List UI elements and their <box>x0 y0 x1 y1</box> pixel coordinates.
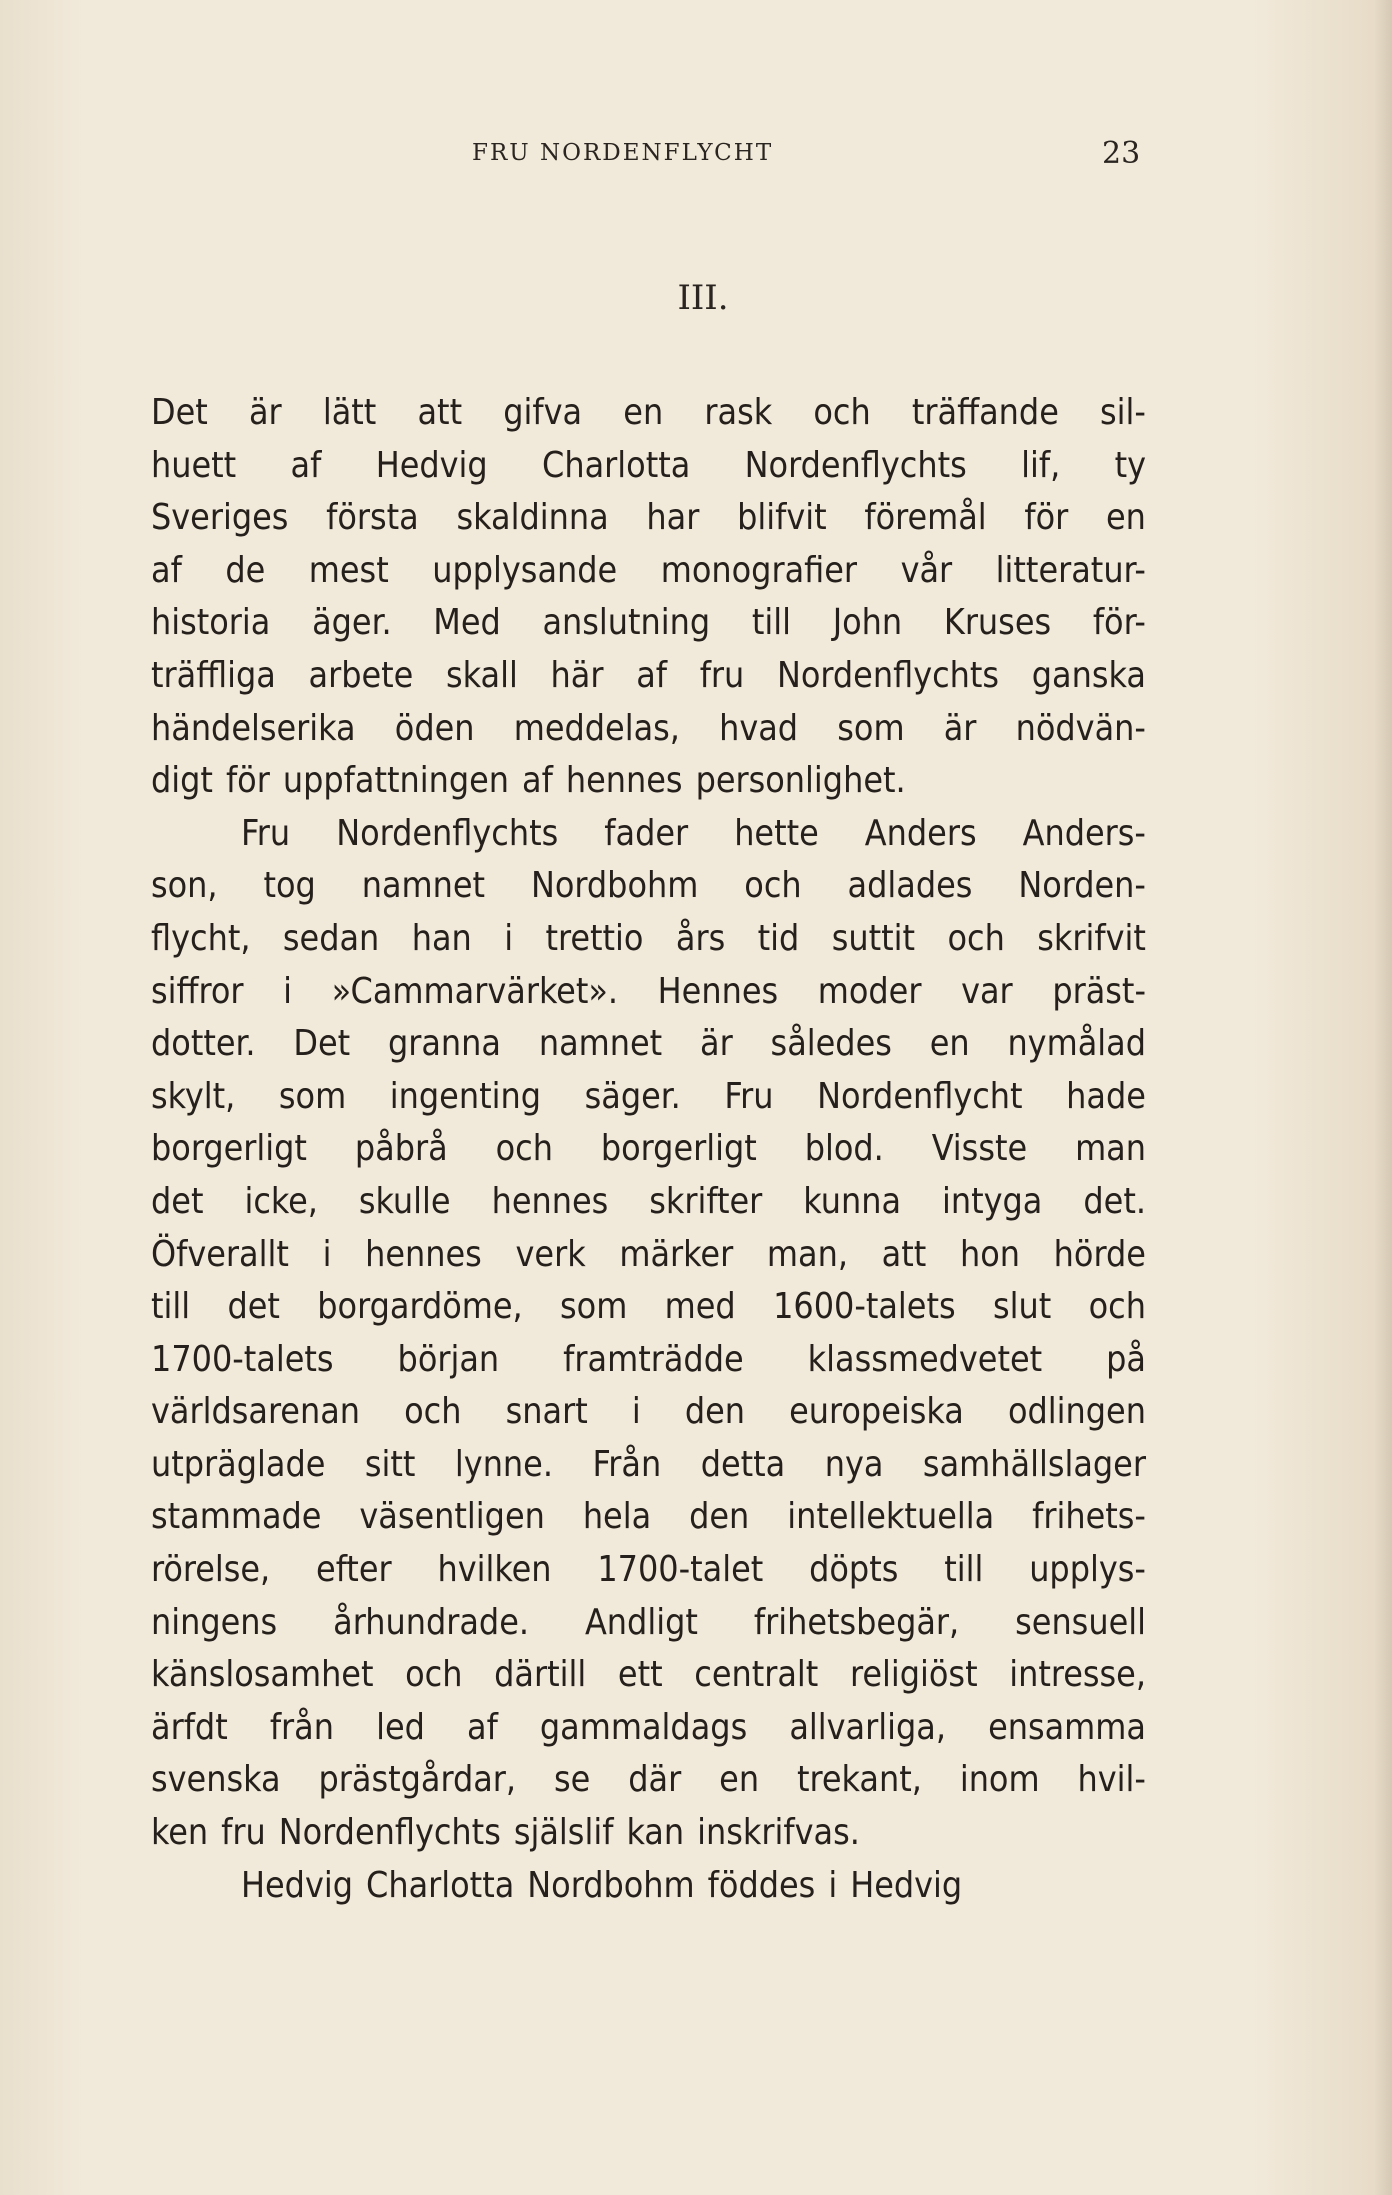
word: dotter. <box>151 1023 256 1065</box>
word: är <box>248 392 282 433</box>
word: Hedvig <box>850 1864 963 1906</box>
word: slut <box>992 1286 1052 1328</box>
word: borgerligt <box>600 1128 757 1170</box>
word: en <box>623 392 664 433</box>
word: den <box>684 1391 746 1433</box>
word: arbete <box>308 654 414 696</box>
word: Nordenflychts <box>744 444 967 486</box>
word: rask <box>704 392 773 433</box>
word: för <box>1024 497 1069 539</box>
word: anslutning <box>542 602 711 644</box>
word: och <box>947 917 1005 959</box>
word: sil- <box>1100 392 1146 433</box>
word: tid <box>757 917 800 959</box>
word: klassmedvetet <box>807 1338 1043 1380</box>
word: centralt <box>694 1654 819 1696</box>
word: till <box>944 1549 984 1591</box>
word: stammade <box>151 1496 322 1538</box>
text-line <box>151 597 1146 650</box>
word: af <box>290 444 322 486</box>
text-line <box>151 1123 1146 1176</box>
word: framträdde <box>563 1338 744 1380</box>
word: af <box>522 760 553 802</box>
word: det. <box>1083 1180 1146 1222</box>
body-text <box>151 387 1146 1912</box>
word: man <box>1075 1128 1146 1170</box>
word: lätt <box>322 392 377 433</box>
word: träffande <box>911 392 1059 433</box>
text-line <box>151 966 1146 1019</box>
word: därtill <box>494 1654 587 1696</box>
word: i <box>828 1864 838 1906</box>
word: föremål <box>864 497 987 539</box>
text-line <box>151 1071 1146 1124</box>
word: till <box>751 602 792 644</box>
word: döpts <box>809 1549 899 1591</box>
word: blod. <box>804 1128 884 1170</box>
word: Det <box>293 1023 351 1065</box>
word: borgardöme, <box>317 1286 523 1328</box>
text-line <box>151 1018 1146 1071</box>
word: här <box>550 654 604 696</box>
word: lif, <box>1021 444 1061 486</box>
text-line <box>151 1334 1146 1387</box>
word: siffror <box>151 970 244 1012</box>
word: fru <box>221 1812 266 1854</box>
text-line <box>151 1544 1146 1597</box>
word: i <box>283 970 293 1012</box>
word: ganska <box>1031 654 1146 696</box>
word: Fru <box>241 812 291 854</box>
word: Sveriges <box>151 497 289 539</box>
word: skulle <box>358 1180 451 1222</box>
word: början <box>397 1338 500 1380</box>
word: skrifvit <box>1037 917 1146 959</box>
word: af <box>636 654 667 696</box>
word: Från <box>592 1443 662 1485</box>
word: inom <box>959 1759 1040 1801</box>
text-line <box>151 1702 1146 1755</box>
text-line <box>151 650 1146 703</box>
word: se <box>554 1759 591 1801</box>
word: 1600-talets <box>773 1286 956 1328</box>
word: de <box>225 549 266 591</box>
word: verk <box>515 1233 586 1275</box>
word: gammaldags <box>539 1706 748 1748</box>
word: Charlotta <box>542 444 691 486</box>
word: Fru <box>724 1075 774 1117</box>
text-line <box>151 1754 1146 1807</box>
section-numeral: III. <box>677 278 729 318</box>
word: händelserika <box>151 707 356 749</box>
word: Nordenflychts <box>776 654 1000 696</box>
running-head <box>0 136 1392 180</box>
word: det <box>151 1180 204 1222</box>
word: Norden- <box>1018 865 1146 907</box>
word: digt <box>151 760 213 802</box>
word: skylt, <box>151 1075 236 1117</box>
word: hörde <box>1053 1233 1146 1275</box>
text-line <box>151 1649 1146 1702</box>
word: namnet <box>361 865 486 907</box>
word: märker <box>619 1233 734 1275</box>
word: och <box>404 1391 462 1433</box>
word: trettio <box>545 917 644 959</box>
word: intyga <box>942 1180 1043 1222</box>
word: nymålad <box>1007 1023 1146 1065</box>
word: väsentligen <box>359 1496 545 1538</box>
text-line <box>151 387 1146 440</box>
word: i <box>504 917 514 959</box>
word: hvad <box>719 707 799 749</box>
word: öden <box>394 707 475 749</box>
word: odlingen <box>1007 1391 1146 1433</box>
word: skrifter <box>649 1180 763 1222</box>
text-line <box>151 703 1146 756</box>
word: som <box>837 707 905 749</box>
word: äger. <box>312 602 392 644</box>
word: från <box>269 1706 334 1748</box>
word: europeiska <box>789 1391 964 1433</box>
word: träffliga <box>151 654 276 696</box>
word: sensuell <box>1015 1601 1146 1643</box>
word: upplys- <box>1029 1549 1146 1591</box>
word: monografier <box>660 549 858 591</box>
word: själslif <box>513 1812 614 1854</box>
text-line <box>151 1807 1146 1860</box>
word: historia <box>151 602 271 644</box>
text-line <box>151 545 1146 598</box>
word: inskrifvas. <box>697 1812 860 1854</box>
word: rörelse, <box>151 1549 271 1591</box>
word: för- <box>1092 602 1146 644</box>
word: »Cammarvärket». <box>331 970 619 1012</box>
word: namnet <box>538 1023 663 1065</box>
word: på <box>1106 1338 1146 1380</box>
word: ty <box>1114 444 1146 486</box>
word: han <box>411 917 472 959</box>
word: Hennes <box>657 970 779 1012</box>
word: Andligt <box>584 1601 698 1643</box>
word: århundrade. <box>333 1601 530 1643</box>
text-line <box>151 1860 1146 1913</box>
word: sedan <box>282 917 380 959</box>
word: moder <box>817 970 922 1012</box>
word: trekant, <box>797 1759 922 1801</box>
text-line <box>151 808 1146 861</box>
word: Hedvig <box>241 1864 354 1906</box>
text-line <box>151 860 1146 913</box>
word: snart <box>505 1391 588 1433</box>
word: Nordenflychts <box>278 1812 501 1854</box>
text-line <box>151 755 1146 808</box>
word: var <box>961 970 1013 1012</box>
word: frihets- <box>1032 1496 1146 1538</box>
word: i <box>631 1391 641 1433</box>
word: Öfverallt <box>151 1233 289 1275</box>
word: års <box>675 917 726 959</box>
word: hvilken <box>437 1549 552 1591</box>
word: kan <box>626 1812 685 1854</box>
word: nödvän- <box>1015 707 1146 749</box>
word: att <box>881 1233 927 1275</box>
word: och <box>1088 1286 1146 1328</box>
text-line <box>151 1281 1146 1334</box>
word: adlades <box>847 865 973 907</box>
word: således <box>770 1023 892 1065</box>
word: som <box>278 1075 347 1117</box>
word: präst- <box>1052 970 1146 1012</box>
word: ärfdt <box>151 1706 228 1748</box>
word: Visste <box>931 1128 1028 1170</box>
word: frihetsbegär, <box>753 1601 960 1643</box>
word: blifvit <box>737 497 827 539</box>
word: tog <box>263 865 316 907</box>
word: Nordbohm <box>527 1864 695 1906</box>
word: en <box>1106 497 1146 539</box>
word: hennes <box>565 760 683 802</box>
word: kunna <box>803 1180 902 1222</box>
text-line <box>151 1597 1146 1650</box>
word: 1700-talet <box>597 1549 764 1591</box>
word: en <box>719 1759 760 1801</box>
word: prästgårdar, <box>318 1759 517 1801</box>
word: säger. <box>584 1075 681 1117</box>
word: i <box>322 1233 332 1275</box>
word: hennes <box>365 1233 482 1275</box>
word: en <box>929 1023 970 1065</box>
word: meddelas, <box>513 707 680 749</box>
word: huett <box>151 444 237 486</box>
word: utpräglade <box>151 1443 326 1485</box>
word: första <box>326 497 419 539</box>
word: intresse, <box>1009 1654 1146 1696</box>
word: och <box>744 865 802 907</box>
word: Charlotta <box>366 1864 515 1906</box>
word: påbrå <box>354 1128 448 1170</box>
word: lynne. <box>454 1443 553 1485</box>
word: hon <box>959 1233 1020 1275</box>
word: Anders <box>864 812 977 854</box>
word: har <box>646 497 700 539</box>
word: hela <box>582 1496 652 1538</box>
word: där <box>628 1759 682 1801</box>
word: skaldinna <box>456 497 609 539</box>
word: upplysande <box>432 549 618 591</box>
word: och <box>813 392 871 433</box>
word: af <box>151 549 182 591</box>
word: samhällslager <box>922 1443 1146 1485</box>
word: gifva <box>503 392 583 433</box>
word: som <box>560 1286 628 1328</box>
word: vår <box>900 549 953 591</box>
word: intellektuella <box>787 1496 995 1538</box>
word: af <box>467 1706 498 1748</box>
word: son, <box>151 865 218 907</box>
word: hade <box>1066 1075 1146 1117</box>
running-title: FRU NORDENFLYCHT <box>472 140 774 166</box>
word: suttit <box>831 917 916 959</box>
text-line <box>151 1229 1146 1282</box>
word: med <box>664 1286 736 1328</box>
word: skall <box>446 654 518 696</box>
word: litteratur- <box>995 549 1146 591</box>
word: ingenting <box>389 1075 542 1117</box>
word: granna <box>387 1023 501 1065</box>
text-line <box>151 1439 1146 1492</box>
word: till <box>151 1286 191 1328</box>
page-number: 23 <box>1102 136 1141 171</box>
word: och <box>495 1128 553 1170</box>
word: för <box>225 760 270 802</box>
word: fru <box>699 654 745 696</box>
word: Hedvig <box>375 444 488 486</box>
word: uppfattningen <box>282 760 510 802</box>
word: sitt <box>364 1443 416 1485</box>
word: Nordbohm <box>530 865 699 907</box>
word: hennes <box>491 1180 609 1222</box>
word: borgerligt <box>151 1128 307 1170</box>
word: efter <box>316 1549 392 1591</box>
word: Anders- <box>1022 812 1146 854</box>
word: Kruses <box>943 602 1052 644</box>
word: John <box>832 602 903 644</box>
word: Det <box>151 392 208 433</box>
word: led <box>376 1706 425 1748</box>
word: och <box>405 1654 463 1696</box>
word: världsarenan <box>151 1391 361 1433</box>
word: religiöst <box>849 1654 978 1696</box>
word: hvil- <box>1077 1759 1146 1801</box>
word: mest <box>308 549 389 591</box>
text-line <box>151 492 1146 545</box>
word: fader <box>604 812 689 854</box>
word: föddes <box>707 1864 816 1906</box>
word: ett <box>617 1654 663 1696</box>
word: 1700-talets <box>151 1338 334 1380</box>
word: man, <box>766 1233 848 1275</box>
word: Med <box>433 602 501 644</box>
word: att <box>417 392 463 433</box>
text-line <box>151 440 1146 493</box>
word: nya <box>824 1443 884 1485</box>
word: ensamma <box>988 1706 1146 1748</box>
text-line <box>151 1176 1146 1229</box>
word: detta <box>700 1443 786 1485</box>
word: är <box>700 1023 733 1065</box>
word: ningens <box>151 1601 278 1643</box>
word: flycht, <box>151 917 251 959</box>
word: är <box>943 707 977 749</box>
word: det <box>227 1286 280 1328</box>
word: den <box>689 1496 750 1538</box>
word: allvarliga, <box>789 1706 946 1748</box>
page-edge-shadow <box>1374 0 1392 2195</box>
word: känslosamhet <box>151 1654 374 1696</box>
word: personlighet. <box>695 760 906 802</box>
word: icke, <box>244 1180 318 1222</box>
word: Nordenflychts <box>336 812 559 854</box>
text-line <box>151 1491 1146 1544</box>
word: hette <box>734 812 819 854</box>
text-line <box>151 1386 1146 1439</box>
text-line <box>151 913 1146 966</box>
word: ken <box>151 1812 209 1854</box>
word: svenska <box>151 1759 281 1801</box>
word: Nordenflycht <box>817 1075 1023 1117</box>
